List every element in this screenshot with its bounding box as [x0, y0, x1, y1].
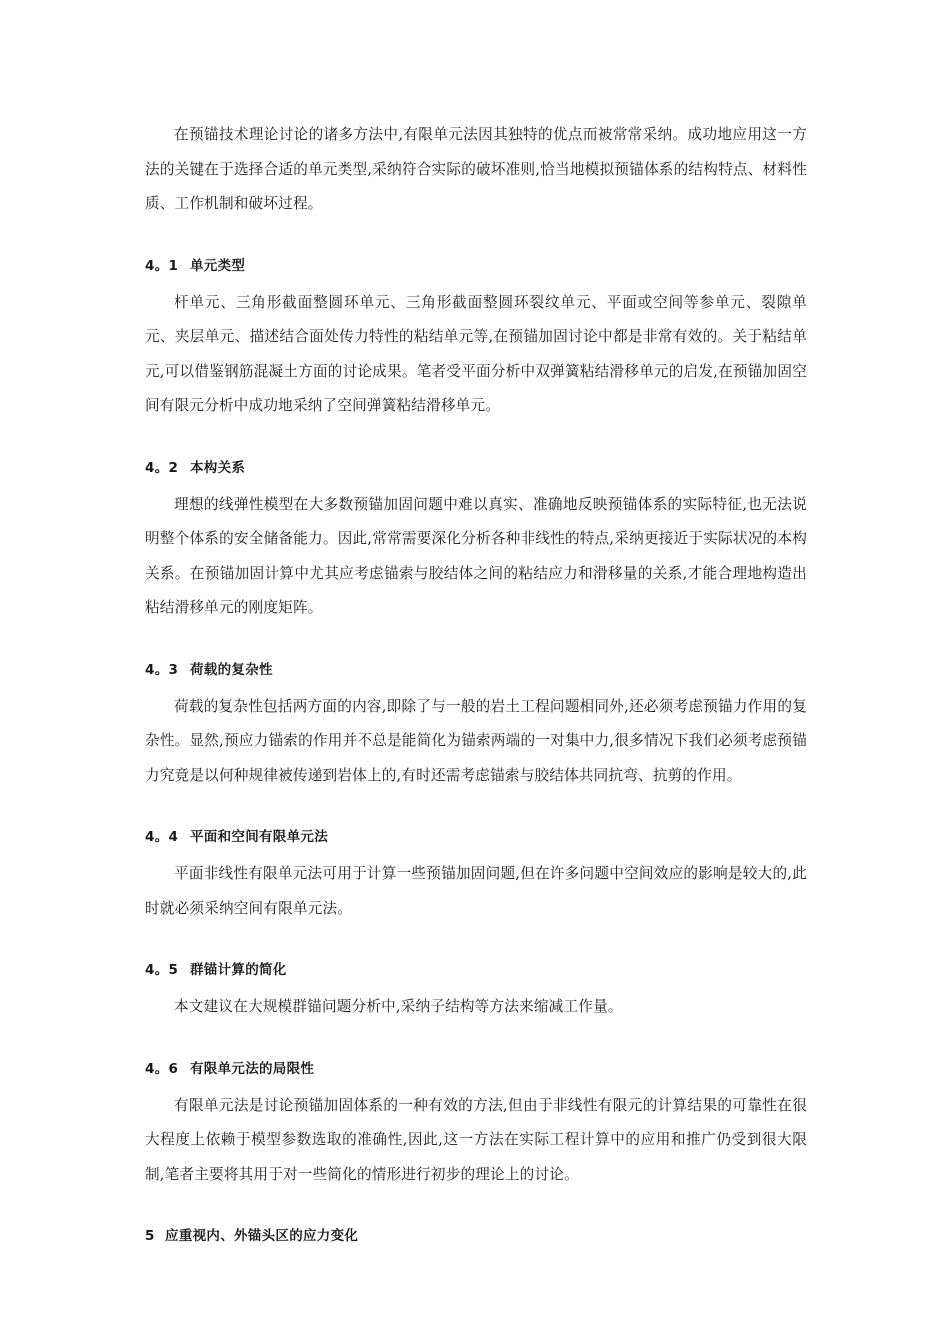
- section-heading: [145, 960, 807, 980]
- section-heading: [145, 660, 807, 680]
- section-title: 平面和空间有限单元法: [190, 829, 328, 845]
- section-title: 单元类型: [190, 257, 246, 274]
- section-4-6: [145, 1059, 807, 1193]
- chapter-heading: [145, 1226, 807, 1246]
- section-title: 本构关系: [190, 459, 246, 476]
- chapter-title: 应重视内、外锚头区的应力变化: [165, 1228, 359, 1244]
- section-number: 4。3: [145, 661, 179, 678]
- document-page: [145, 118, 807, 1246]
- section-heading: [145, 256, 807, 276]
- section-paragraph: 本文建议在大规模群锚问题分析中,采纳子结构等方法来缩减工作量。: [174, 998, 623, 1015]
- section-title: 荷载的复杂性: [190, 661, 273, 678]
- section-heading: [145, 827, 807, 847]
- section-4-1: [145, 256, 807, 424]
- section-number: 4。4: [145, 829, 179, 845]
- section-4-4: [145, 827, 807, 926]
- chapter-number: 5: [145, 1228, 155, 1244]
- section-number: 4。5: [145, 962, 179, 978]
- intro-paragraph: 在预锚技术理论讨论的诸多方法中,有限单元法因其独特的优点而被常常采纳。成功地应用这一方法的关键在于选择合适的单元类型,采纳符合实际的破坏准则,恰当地模拟预锚体系的结构特点、材料性质、工作机制和破坏过程。: [145, 126, 807, 212]
- section-paragraph: 平面非线性有限单元法可用于计算一些预锚加固问题,但在许多问题中空间效应的影响是较大的,此时就必须采纳空间有限单元法。: [145, 865, 807, 917]
- section-4-3: [145, 660, 807, 794]
- section-number: 4。6: [145, 1060, 179, 1077]
- section-title: 有限单元法的局限性: [190, 1060, 315, 1077]
- section-paragraph: 有限单元法是讨论预锚加固体系的一种有效的方法,但由于非线性有限元的计算结果的可靠性在很大程度上依赖于模型参数选取的准确性,因此,这一方法在实际工程计算中的应用和推广仍受到很大限制,笔者主要将其用于对一些简化的情形进行初步的理论上的讨论。: [145, 1096, 807, 1183]
- section-heading: [145, 1059, 807, 1079]
- section-paragraph: 荷载的复杂性包括两方面的内容,即除了与一般的岩土工程问题相同外,还必须考虑预锚力作用的复杂性。显然,预应力锚索的作用并不总是能简化为锚索两端的一对集中力,很多情况下我们必须考虑预锚力究竟是以何种规律被传递到岩体上的,有时还需考虑锚索与胶结体共同抗弯、抗剪的作用。: [145, 697, 807, 784]
- section-paragraph: 杆单元、三角形截面整圆环单元、三角形截面整圆环裂纹单元、平面或空间等参单元、裂隙单元、夹层单元、描述结合面处传力特性的粘结单元等,在预锚加固讨论中都是非常有效的。关于粘结单元,可以借鉴钢筋混凝土方面的讨论成果。笔者受平面分析中双弹簧粘结滑移单元的启发,在预锚加固空间有限元分析中成功地采纳了空间弹簧粘结滑移单元。: [145, 293, 807, 414]
- section-title: 群锚计算的简化: [190, 962, 287, 978]
- section-4-5: [145, 960, 807, 1025]
- section-heading: [145, 458, 807, 478]
- section-number: 4。2: [145, 459, 179, 476]
- section-paragraph: 理想的线弹性模型在大多数预锚加固问题中难以真实、准确地反映预锚体系的实际特征,也无法说明整个体系的安全储备能力。因此,常常需要深化分析各种非线性的特点,采纳更接近于实际状况的本构关系。在预锚加固计算中尤其应考虑锚索与胶结体之间的粘结应力和滑移量的关系,才能合理地构造出粘结滑移单元的刚度矩阵。: [145, 495, 807, 616]
- section-4-2: [145, 458, 807, 626]
- section-number: 4。1: [145, 257, 179, 274]
